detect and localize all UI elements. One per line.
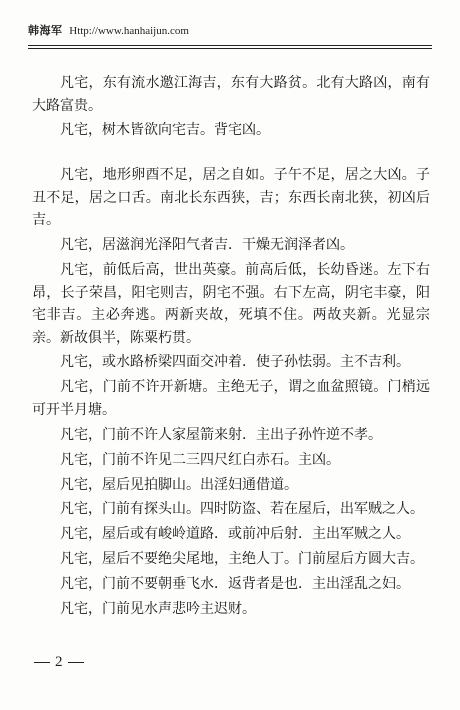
paragraph: 凡宅，或水路桥梁四面交冲着．使子孙怯弱。主不吉利。 [60, 354, 410, 371]
paragraph: 凡宅，居滋润光泽阳气者吉．干燥无润泽者凶。 [60, 237, 354, 254]
paragraph: 凡宅，门前不许见二三四尺红白赤石。主凶。 [60, 451, 340, 468]
paragraph: 凡宅，东有流水邀江海吉，东有大路贫。北有大路凶，南有大路富贵。 [32, 75, 430, 114]
page-footer [34, 654, 84, 671]
footer-dash-left [34, 662, 50, 663]
paragraph: 凡宅，树木皆欲向宅吉。背宅凶。 [60, 122, 270, 139]
page-number: 2 [55, 654, 63, 670]
paragraph: 凡宅，地形卵酉不足，居之自如。子午不足，居之大凶。子丑不足，居之口舌。南北长东西狭，吉；东西长南北狭，初凶后吉。 [32, 167, 430, 229]
paragraph-gap [32, 144, 430, 164]
paragraph: 凡宅，屋后不要绝尖尾地，主绝人丁。门前屋后方圆大吉。 [60, 551, 424, 568]
header-url: Http://www.hanhaijun.com [69, 25, 189, 37]
footer-dash-right [68, 662, 84, 663]
paragraph: 凡宅，门前不许开新塘。主绝无子，谓之血盆照镜。门梢远可开半月塘。 [32, 379, 430, 418]
header-rule [28, 45, 432, 46]
paragraph: 凡宅，门前见水声悲吟主迟财。 [60, 600, 256, 617]
paragraph: 凡宅，屋后或有峻岭道路．或前冲后射．主出军贼之人。 [60, 526, 410, 543]
paragraph: 凡宅，门前不许人家屋箭来射．主出子孙忤逆不孝。 [60, 426, 382, 443]
body-text [32, 72, 430, 623]
paragraph: 凡宅，前低后高，世出英豪。前高后低，长幼昏迷。左下右昂，长子荣昌，阳宅则吉，阴宅不强。右下左高，阴宅丰豪，阳宅非吉。主必奔逃。两新夹故，死填不住。两故夹新。光显宗亲。新故俱半，陈粟朽贯。 [32, 262, 430, 346]
paragraph: 凡宅，门前不要朝垂飞水．返背者是也．主出淫乱之妇。 [60, 576, 410, 593]
header-publisher: 韩海军 [28, 25, 63, 37]
paragraph: 凡宅，屋后见拍脚山。出淫妇通借道。 [60, 476, 298, 493]
header-rule-thin [28, 48, 432, 49]
paragraph: 凡宅，门前有探头山。四时防盗、若在屋后，出军贼之人。 [60, 501, 424, 518]
running-header [28, 22, 189, 38]
